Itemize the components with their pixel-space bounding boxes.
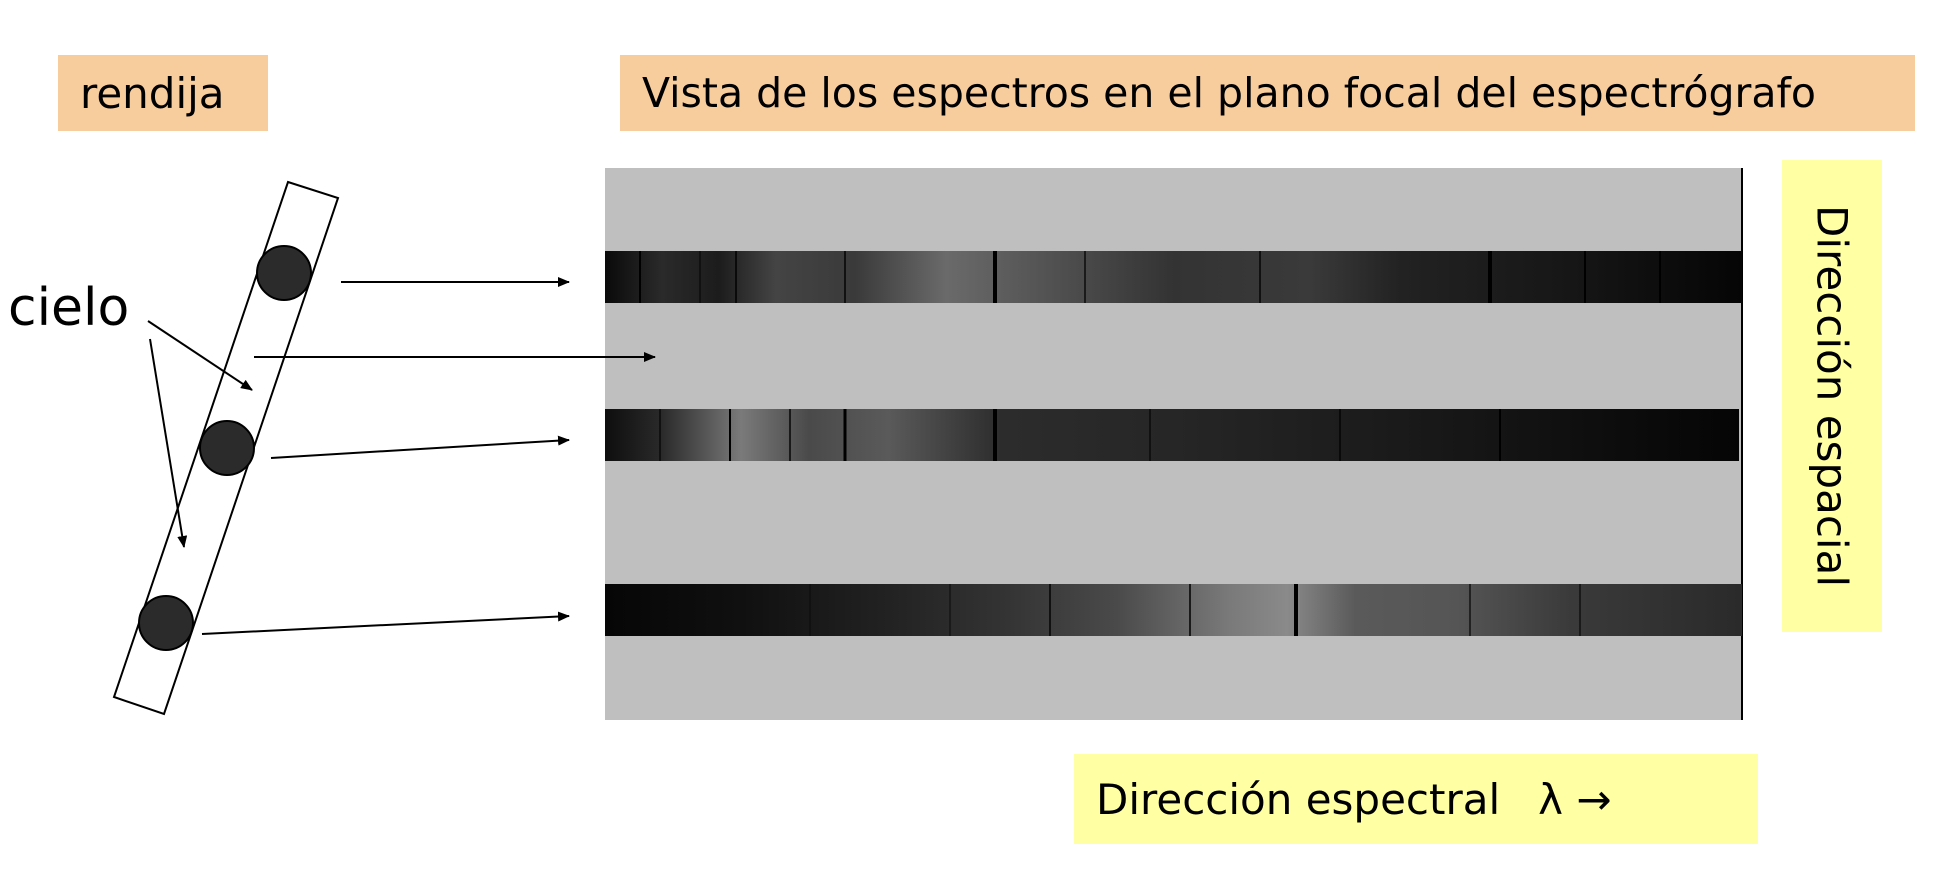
spectrum-band-1-fill bbox=[605, 251, 1742, 303]
arrow-object-2-to-spectrum bbox=[271, 440, 569, 458]
slit-label-text: rendija bbox=[80, 68, 225, 118]
lambda-arrow-symbol: λ → bbox=[1538, 774, 1612, 824]
arrow-sky-label-lower bbox=[150, 339, 184, 547]
spectrum-band-1 bbox=[605, 251, 1742, 303]
sky-label: cielo bbox=[8, 278, 130, 338]
spectrum-band-3-fill bbox=[605, 584, 1742, 636]
object-circle-3 bbox=[139, 596, 193, 650]
object-circle-2 bbox=[200, 421, 254, 475]
spectrum-band-2-fill bbox=[605, 409, 1739, 461]
spectral-direction-text: Dirección espectral bbox=[1096, 774, 1501, 824]
object-circle-1 bbox=[257, 246, 311, 300]
spectrum-band-3 bbox=[605, 584, 1742, 636]
spatial-direction-text: Dirección espacial bbox=[1807, 205, 1857, 587]
arrow-object-3-to-spectrum bbox=[202, 616, 569, 634]
focal-plane-title-text: Vista de los espectros en el plano focal del espectrógrafo bbox=[642, 69, 1817, 117]
spectrum-band-2 bbox=[605, 409, 1739, 461]
